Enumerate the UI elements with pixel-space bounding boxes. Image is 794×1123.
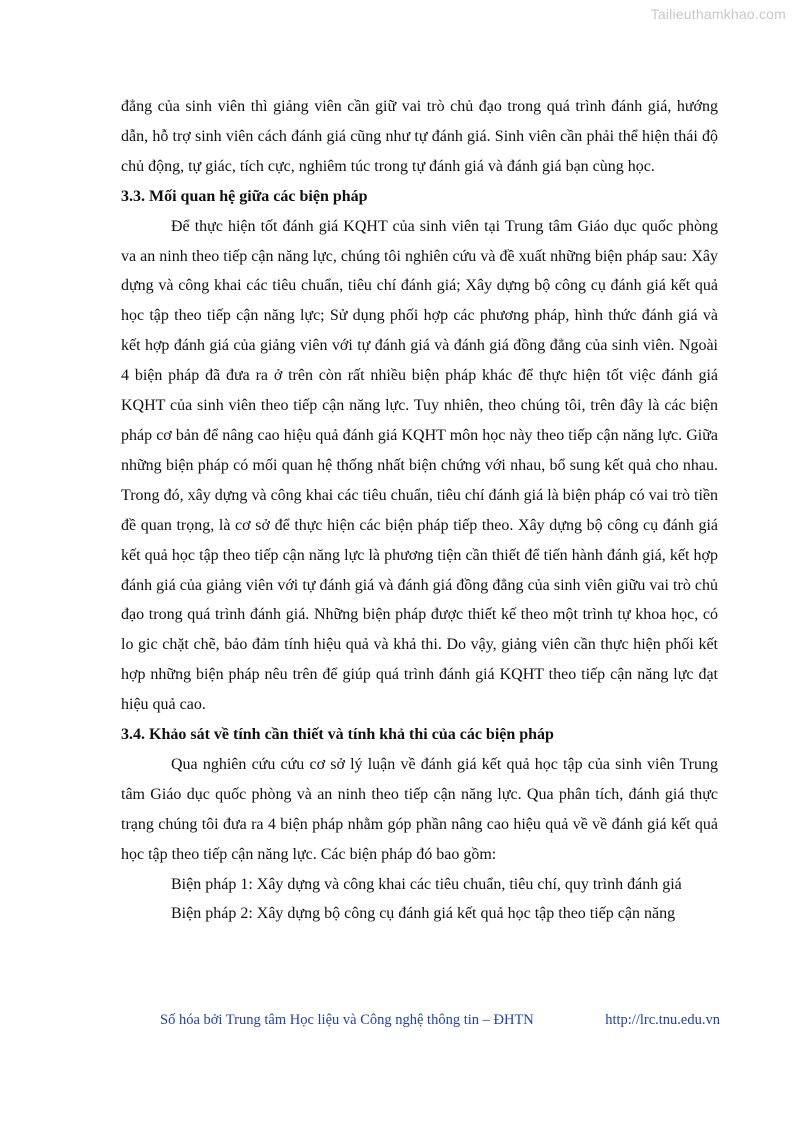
paragraph-measures-relation: Để thực hiện tốt đánh giá KQHT của sinh viên tại Trung tâm Giáo dục quốc phòng va an ninh theo tiếp cận năng lực, chúng tôi nghiên cứu và đề xuất những biện pháp sau: Xây dựng và công khai các tiêu chuẩn, tiêu chí đánh giá; Xây dựng bộ công cụ đánh giá kết quả học tập theo tiếp cận năng lực; Sử dụng phối hợp các phương pháp, hình thức đánh giá và kết hợp đánh giá của giảng viên với tự đánh giá và đánh giá đồng đẳng của sinh viên. Ngoài 4 biện pháp đã đưa ra ở trên còn rất nhiều biện pháp khác để thực hiện tốt việc đánh giá KQHT của sinh viên theo tiếp cận năng lực. Tuy nhiên, theo chúng tôi, trên đây là các biện pháp cơ bản để nâng cao hiệu quả đánh giá KQHT môn học này theo tiếp cận năng lực. Giữa những biện pháp có mối quan hệ thống nhất biện chứng với nhau, bổ sung kết quả cho nhau. Trong đó, xây dựng và công khai các tiêu chuẩn, tiêu chí đánh giá là biện pháp có vai trò tiền đề quan trọng, là cơ sở để thực hiện các biện pháp tiếp theo. Xây dựng bộ công cụ đánh giá kết quả học tập theo tiếp cận năng lực là phương tiện cần thiết để tiến hành đánh giá, kết hợp đánh giá của giảng viên với tự đánh giá và đánh giá đồng đẳng của sinh viên giữu vai trò chủ đạo trong quá trình đánh giá. Những biện pháp được thiết kế theo một trình tự khoa học, có lo gic chặt chẽ, bảo đảm tính hiệu quả và khả thi. Do vậy, giảng viên cần thực hiện phối kết hợp những biện pháp nêu trên để giúp quá trình đánh giá KQHT theo tiếp cận năng lực đạt hiệu quả cao. (121, 217, 718, 714)
section-heading-3-3: 3.3. Mối quan hệ giữa các biện pháp (121, 187, 368, 205)
footer-credit: Số hóa bởi Trung tâm Học liệu và Công nghệ thông tin – ĐHTN (160, 1012, 534, 1028)
measure-2: Biện pháp 2: Xây dựng bộ công cụ đánh giá kết quả học tập theo tiếp cận năng (171, 905, 676, 923)
section-heading-3-4: 3.4. Khảo sát về tính cần thiết và tính khả thi của các biện pháp (121, 726, 554, 744)
paragraph-continued: đẳng của sinh viên thì giảng viên cần giữ vai trò chủ đạo trong quá trình đánh giá, hướng dẫn, hỗ trợ sinh viên cách đánh giá cũng như tự đánh giá. Sinh viên cần phải thể hiện thái độ chủ động, tự giác, tích cực, nghiêm túc trong tự đánh giá và đánh giá bạn cùng học. (121, 98, 718, 175)
footer-link[interactable]: http://lrc.tnu.edu.vn (605, 1012, 720, 1028)
page-footer (160, 1012, 720, 1029)
document-body (121, 92, 718, 929)
measure-1: Biện pháp 1: Xây dựng và công khai các tiêu chuẩn, tiêu chí, quy trình đánh giá (171, 875, 682, 893)
paragraph-survey-intro: Qua nghiên cứu cứu cơ sở lý luận về đánh giá kết quả học tập của sinh viên Trung tâm Giáo dục quốc phòng và an ninh theo tiếp cận năng lực. Qua phân tích, đánh giá thực trạng chúng tôi đưa ra 4 biện pháp nhằm góp phần nâng cao hiệu quả về về đánh giá kết quả học tập theo tiếp cận năng lực. Các biện pháp đó bao gồm: (121, 755, 718, 863)
watermark: Tailieuthamkhao.com (650, 6, 786, 22)
